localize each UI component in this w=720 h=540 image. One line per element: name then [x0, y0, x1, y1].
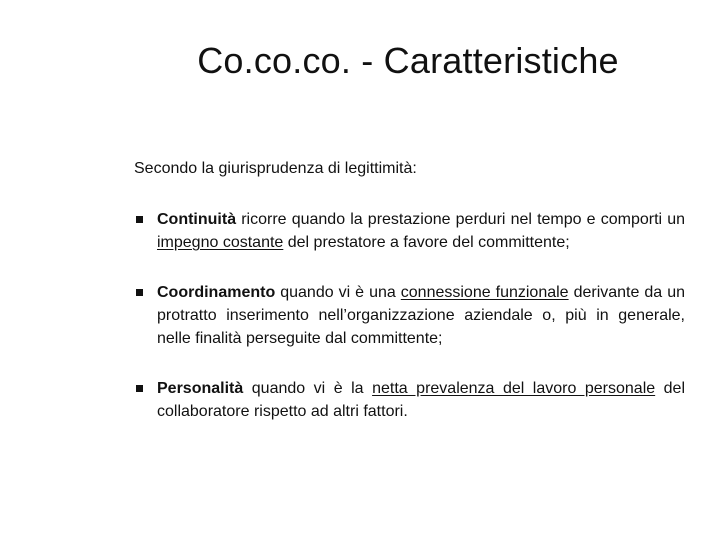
square-bullet-icon: [136, 289, 143, 296]
bullet-term: Continuità: [157, 211, 237, 228]
intro-text: Secondo la giurisprudenza di legittimità:: [134, 160, 417, 177]
list-item-continuita: [134, 208, 685, 254]
square-bullet-icon: [136, 216, 143, 223]
underlined-phrase: netta prevalenza del lavoro personale: [372, 380, 656, 397]
square-bullet-icon: [136, 385, 143, 392]
bullet-text: ricorre quando la prestazione perduri nel tempo e comporti un: [236, 211, 685, 228]
page-title: Co.co.co. - Caratteristiche: [197, 40, 619, 81]
bullet-text: del collaboratore rispetto ad altri fattori.: [157, 380, 686, 420]
underlined-phrase: connessione funzionale: [400, 284, 569, 301]
bullet-text: quando vi è una: [275, 284, 401, 301]
characteristics-list: [134, 208, 685, 450]
bullet-text: del prestatore a favore del committente;: [283, 234, 570, 251]
list-item-coordinamento: [134, 281, 685, 350]
bullet-text: derivante da un protratto inserimento nell’organizzazione aziendale o, più in generale, nelle finalità perseguite dal committente;: [157, 284, 686, 347]
bullet-term: Personalità: [157, 380, 244, 397]
list-item-personalita: [134, 377, 685, 423]
underlined-phrase: impegno costante: [157, 234, 284, 251]
bullet-text: quando vi è la: [243, 380, 373, 397]
bullet-term: Coordinamento: [157, 284, 276, 301]
